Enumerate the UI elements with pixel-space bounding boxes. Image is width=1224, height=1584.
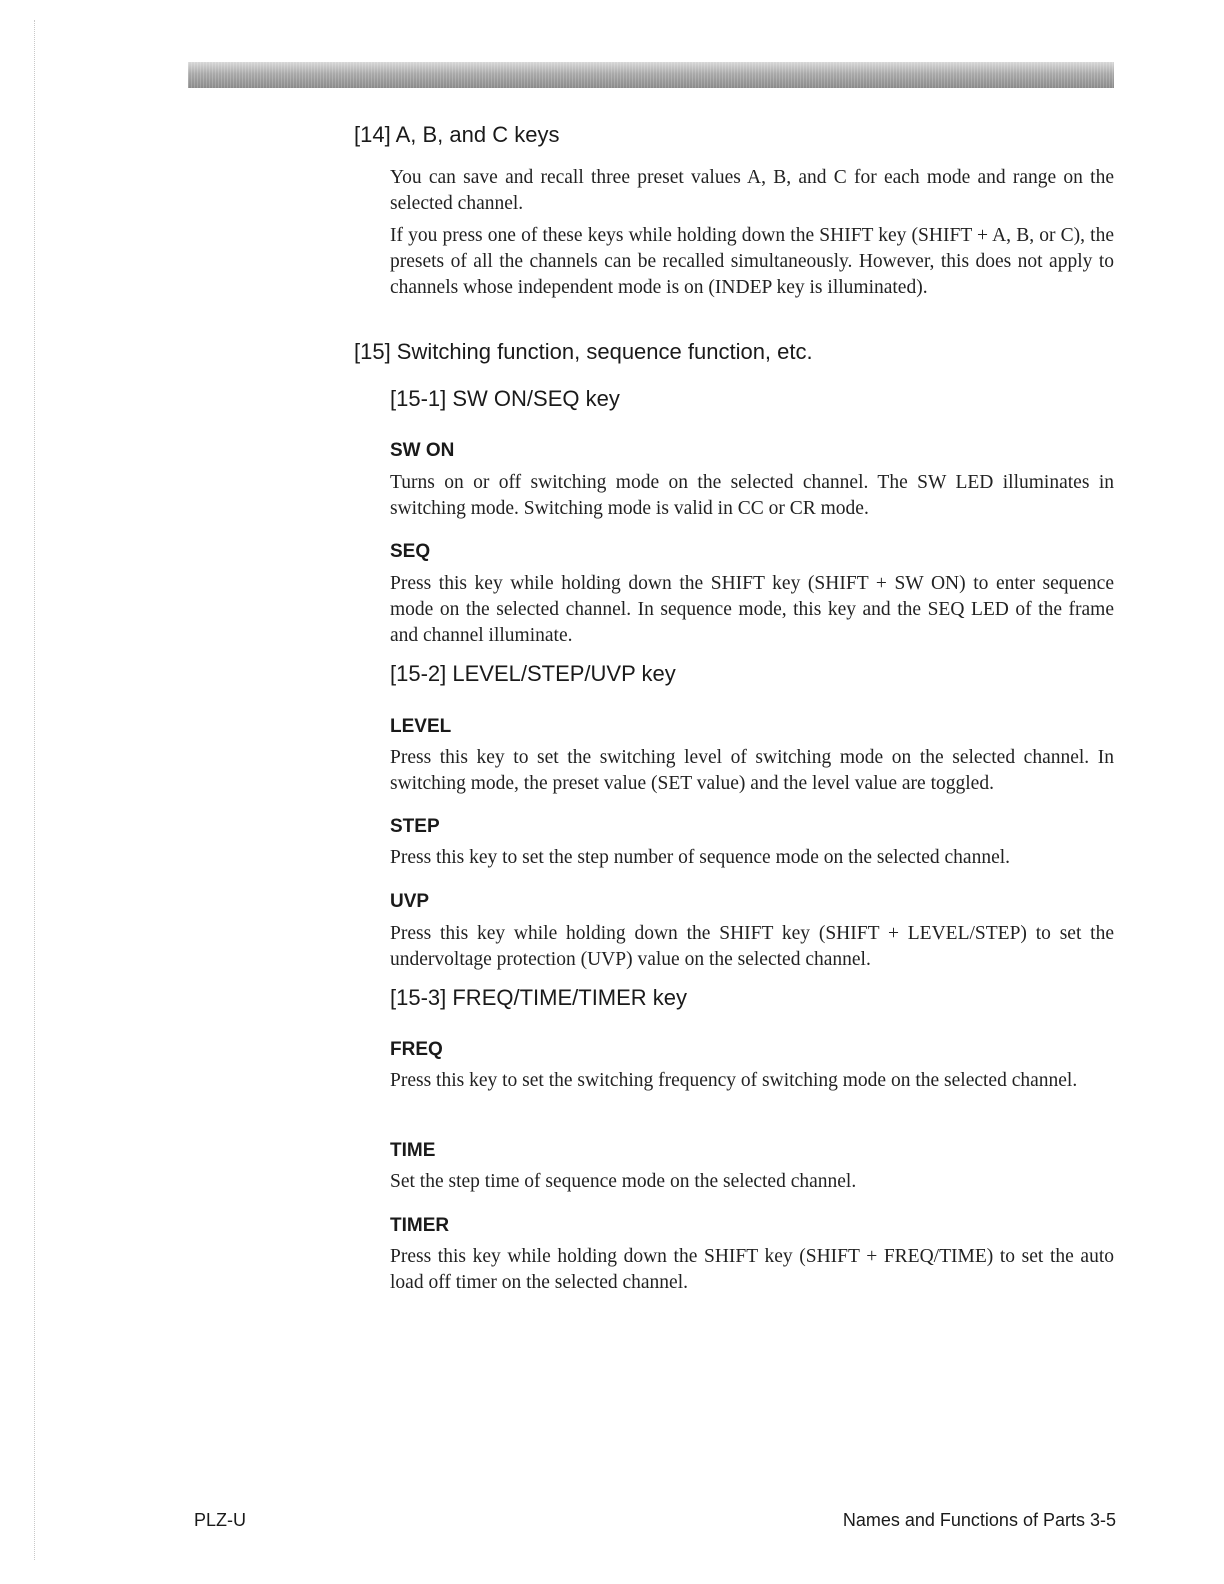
seq-description: Press this key while holding down the SHIFT key (SHIFT + SW ON) to enter sequence mode on the selected channel. In sequence mode, this key and the SEQ LED of the frame and channel illuminate. <box>390 573 1114 646</box>
section-14-heading: [14] A, B, and C keys <box>354 122 560 147</box>
level-title: LEVEL <box>390 716 452 737</box>
step-title: STEP <box>390 816 440 837</box>
scan-edge-decoration <box>34 20 36 1560</box>
time-title: TIME <box>390 1140 436 1161</box>
freq-title: FREQ <box>390 1039 443 1060</box>
header-rule-bar <box>188 62 1114 88</box>
section-14-paragraph-1: You can save and recall three preset values A, B, and C for each mode and range on the selected channel. <box>390 167 1114 214</box>
step-description: Press this key to set the step number of sequence mode on the selected channel. <box>390 847 1011 868</box>
timer-title: TIMER <box>390 1215 450 1236</box>
sw-on-title: SW ON <box>390 440 455 461</box>
uvp-title: UVP <box>390 891 430 912</box>
subsection-15-2-heading: [15-2] LEVEL/STEP/UVP key <box>390 661 676 686</box>
uvp-description: Press this key while holding down the SHIFT key (SHIFT + LEVEL/STEP) to set the undervoltage protection (UVP) value on the selected channel. <box>390 923 1114 970</box>
subsection-15-3-heading: [15-3] FREQ/TIME/TIMER key <box>390 985 688 1010</box>
sw-on-description: Turns on or off switching mode on the selected channel. The SW LED illuminates in switching mode. Switching mode is valid in CC or CR mode. <box>390 472 1114 519</box>
time-description: Set the step time of sequence mode on the selected channel. <box>390 1171 857 1192</box>
timer-description: Press this key while holding down the SHIFT key (SHIFT + FREQ/TIME) to set the auto load off timer on the selected channel. <box>390 1246 1114 1293</box>
freq-description: Press this key to set the switching frequency of switching mode on the selected channel. <box>390 1070 1078 1091</box>
footer-product-name: PLZ-U <box>194 1510 247 1530</box>
subsection-15-1-heading: [15-1] SW ON/SEQ key <box>390 386 620 411</box>
section-14-paragraph-2: If you press one of these keys while holding down the SHIFT key (SHIFT + A, B, or C), the presets of all the channels can be recalled simultaneously. However, this does not apply to channels whose independent mode is on (INDEP key is illuminated). <box>390 225 1114 298</box>
footer-page-label: Names and Functions of Parts 3-5 <box>842 1510 1116 1530</box>
seq-title: SEQ <box>390 541 431 562</box>
level-description: Press this key to set the switching level of switching mode on the selected channel. In switching mode, the preset value (SET value) and the level value are toggled. <box>390 747 1114 794</box>
section-15-heading: [15] Switching function, sequence function, etc. <box>354 339 813 364</box>
